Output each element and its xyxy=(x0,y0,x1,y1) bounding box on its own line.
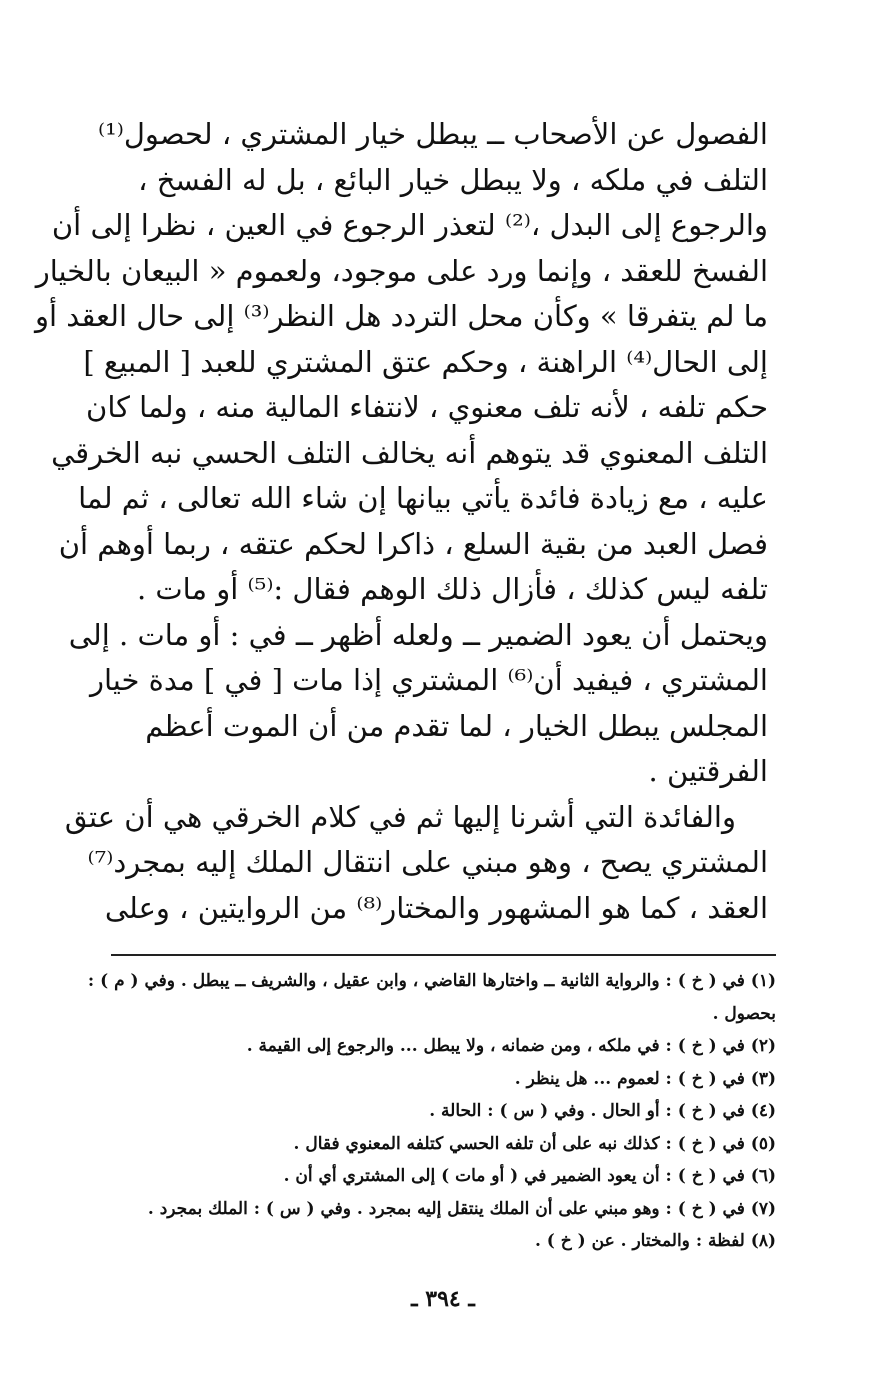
footnote-1-continuation: بحصول . xyxy=(712,1003,776,1024)
text-line: فصل العبد من بقية السلع ، ذاكرا لحكم عتقه ، ربما أوهم أن xyxy=(58,526,768,561)
footnote-2: (٢) في ( خ ) : في ملكه ، ومن ضمانه ، ولا يبطل ... والرجوع إلى القيمة . xyxy=(246,1036,776,1056)
text-line: التلف في ملكه ، ولا يبطل خيار البائع ، بل له الفسخ ، xyxy=(138,162,768,197)
text-line: ويحتمل أن يعود الضمير ــ ولعله أظهر ــ في : أو مات . إلى xyxy=(68,617,768,652)
text-line: والرجوع إلى البدل ،⁽²⁾ لتعذر الرجوع في العين ، نظرا إلى أن xyxy=(51,208,768,242)
footnote-8: (٨) لفظة : والمختار . عن ( خ ) . xyxy=(534,1231,776,1251)
text-line: التلف المعنوي قد يتوهم أنه يخالف التلف الحسي نبه الخرقي xyxy=(51,435,768,470)
paragraph-end-line: الفرقتين . xyxy=(648,754,768,788)
text-line: المشتري يصح ، وهو مبني على انتقال الملك إليه بمجرد⁽⁷⁾ xyxy=(87,845,768,879)
footnote-1: (١) في ( خ ) : والرواية الثانية ــ واختارها القاضي ، وابن عقيل ، والشريف ــ يبطل . وفي ( م ) : xyxy=(87,971,776,991)
footnote-separator xyxy=(111,954,776,956)
text-line: إلى الحال⁽⁴⁾ الراهنة ، وحكم عتق المشتري للعبد [ المبيع ] xyxy=(83,344,768,379)
text-line: الفصول عن الأصحاب ــ يبطل خيار المشتري ، لحصول⁽¹⁾ xyxy=(97,117,768,151)
text-line: ما لم يتفرقا » وكأن محل التردد هل النظر⁽³⁾ إلى حال العقد أو xyxy=(34,299,768,333)
text-line: العقد ، كما هو المشهور والمختار⁽⁸⁾ من الروايتين ، وعلى xyxy=(104,890,768,925)
main-text-block xyxy=(34,112,768,931)
text-line: عليه ، مع زيادة فائدة يأتي بيانها إن شاء الله تعالى ، ثم لما xyxy=(78,481,768,515)
footnote-7: (٧) في ( خ ) : وهو مبني على أن الملك ينتقل إليه بمجرد . وفي ( س ) : الملك بمجرد . xyxy=(147,1198,776,1219)
footnote-3: (٣) في ( خ ) : لعموم ... هل ينظر . xyxy=(514,1068,776,1089)
text-line: المشتري ، فيفيد أن⁽⁶⁾ المشتري إذا مات [ في ] مدة خيار xyxy=(89,663,768,697)
footnote-4: (٤) في ( خ ) : أو الحال . وفي ( س ) : الحالة . xyxy=(429,1101,776,1121)
footnote-5: (٥) في ( خ ) : كذلك نبه على أن تلفه الحسي كتلفه المعنوي فقال . xyxy=(293,1133,776,1154)
footnote-6: (٦) في ( خ ) : أن يعود الضمير في ( أو مات ) إلى المشتري أي أن . xyxy=(283,1166,776,1186)
paragraph-start-line: والفائدة التي أشرنا إليها ثم في كلام الخرقي هي أن عتق xyxy=(64,799,736,834)
page-number: ـ ٣٩٤ ـ xyxy=(411,1286,475,1312)
footnotes-block xyxy=(87,965,776,1258)
text-line: تلفه ليس كذلك ، فأزال ذلك الوهم فقال :⁽⁵⁾ أو مات . xyxy=(136,572,768,606)
text-line: الفسخ للعقد ، وإنما ورد على موجود، ولعموم « البيعان بالخيار xyxy=(35,253,768,288)
text-line: المجلس يبطل الخيار ، لما تقدم من أن الموت أعظم xyxy=(145,708,768,743)
text-line: حكم تلفه ، لأنه تلف معنوي ، لانتفاء المالية منه ، ولما كان xyxy=(86,390,768,424)
